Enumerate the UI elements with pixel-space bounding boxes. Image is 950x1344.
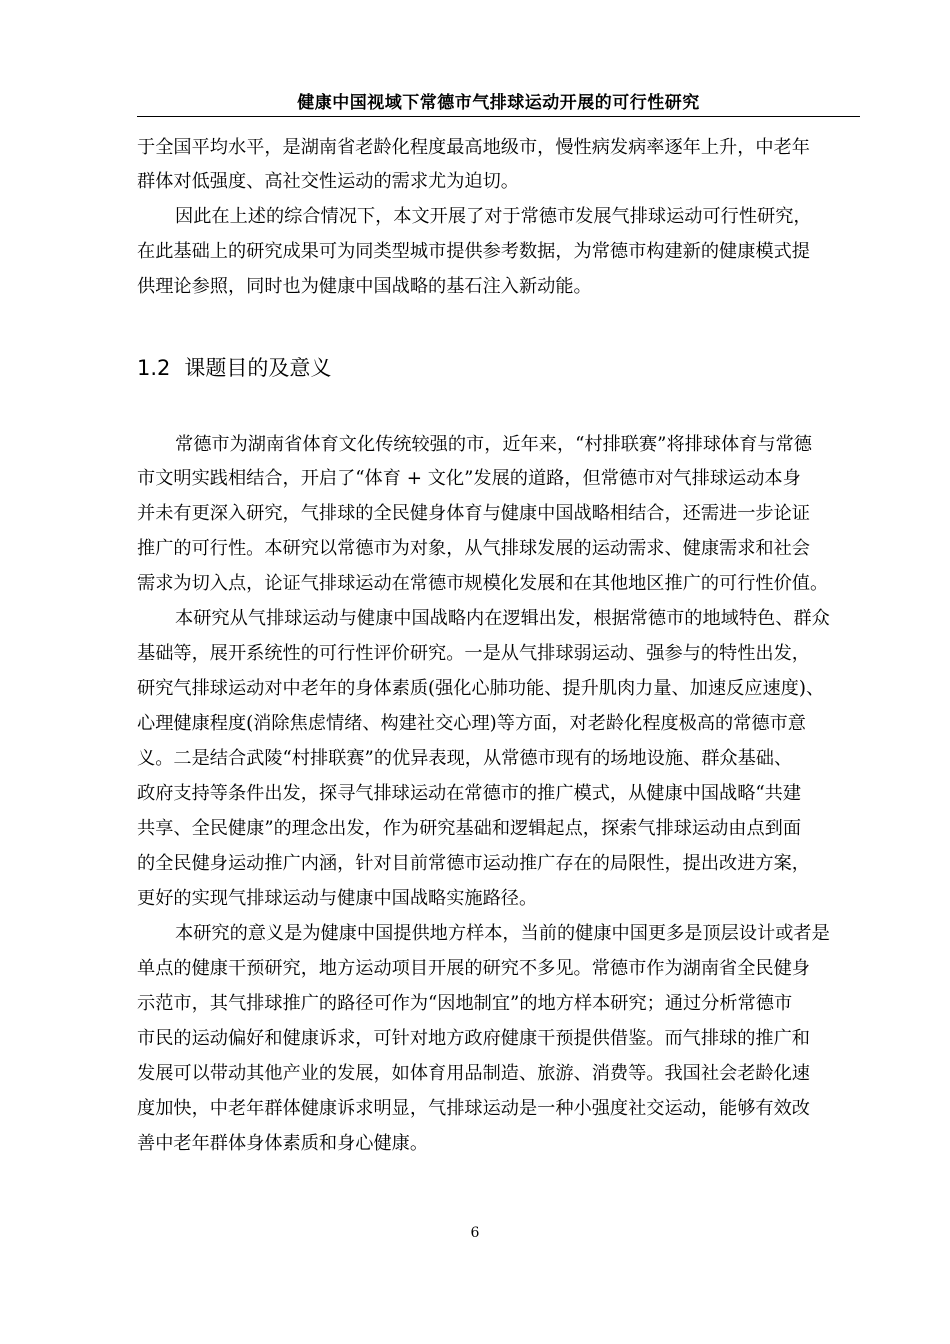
body-line: 群体对低强度、高社交性运动的需求尤为迫切。 bbox=[137, 171, 519, 192]
body-line: 共享、全民健康”的理念出发，作为研究基础和逻辑起点，探索气排球运动由点到面 bbox=[137, 818, 802, 839]
body-line: 并未有更深入研究，气排球的全民健身体育与健康中国战略相结合，还需进一步论证 bbox=[137, 503, 810, 524]
section-heading bbox=[137, 352, 331, 382]
body-line: 义。二是结合武陵“村排联赛”的优异表现，从常德市现有的场地设施、群众基础、 bbox=[137, 748, 793, 769]
section-number: 1.2 bbox=[137, 356, 171, 380]
body-line: 需求为切入点，论证气排球运动在常德市规模化发展和在其他地区推广的可行性价值。 bbox=[137, 573, 829, 594]
section-title: 课题目的及意义 bbox=[184, 356, 332, 380]
body-line: 推广的可行性。本研究以常德市为对象，从气排球发展的运动需求、健康需求和社会 bbox=[137, 538, 810, 559]
body-line: 政府支持等条件出发，探寻气排球运动在常德市的推广模式，从健康中国战略“共建 bbox=[137, 783, 802, 804]
body-line: 善中老年群体身体素质和身心健康。 bbox=[137, 1133, 429, 1154]
body-line: 于全国平均水平，是湖南省老龄化程度最高地级市，慢性病发病率逐年上升，中老年 bbox=[137, 137, 810, 158]
body-line: 在此基础上的研究成果可为同类型城市提供参考数据，为常德市构建新的健康模式提 bbox=[137, 241, 810, 262]
body-line: 发展可以带动其他产业的发展，如体育用品制造、旅游、消费等。我国社会老龄化速 bbox=[137, 1063, 810, 1084]
body-line: 单点的健康干预研究，地方运动项目开展的研究不多见。常德市作为湖南省全民健身 bbox=[137, 958, 810, 979]
body-line: 心理健康程度(消除焦虑情绪、构建社交心理)等方面，对老龄化程度极高的常德市意 bbox=[137, 713, 806, 734]
body-line: 因此在上述的综合情况下，本文开展了对于常德市发展气排球运动可行性研究， bbox=[175, 206, 812, 227]
body-line: 研究气排球运动对中老年的身体素质(强化心肺功能、提升肌肉力量、加速反应速度)、 bbox=[137, 678, 825, 699]
body-line: 度加快，中老年群体健康诉求明显，气排球运动是一种小强度社交运动，能够有效改 bbox=[137, 1098, 810, 1119]
page-number: 6 bbox=[470, 1225, 480, 1241]
body-line: 供理论参照，同时也为健康中国战略的基石注入新动能。 bbox=[137, 276, 592, 297]
body-line: 示范市，其气排球推广的路径可作为“因地制宜”的地方样本研究；通过分析常德市 bbox=[137, 993, 793, 1014]
body-line: 基础等，展开系统性的可行性评价研究。一是从气排球弱运动、强参与的特性出发， bbox=[137, 643, 810, 664]
body-line: 本研究的意义是为健康中国提供地方样本，当前的健康中国更多是顶层设计或者是 bbox=[175, 923, 830, 944]
header-title: 健康中国视域下常德市气排球运动开展的可行性研究 bbox=[297, 93, 700, 113]
body-line: 常德市为湖南省体育文化传统较强的市，近年来，“村排联赛”将排球体育与常德 bbox=[175, 434, 812, 455]
body-line: 市民的运动偏好和健康诉求，可针对地方政府健康干预提供借鉴。而气排球的推广和 bbox=[137, 1028, 810, 1049]
body-line: 更好的实现气排球运动与健康中国战略实施路径。 bbox=[137, 888, 538, 909]
running-header bbox=[137, 82, 860, 117]
body-line: 市文明实践相结合，开启了“体育 + 文化”发展的道路，但常德市对气排球运动本身 bbox=[137, 468, 801, 489]
body-line: 的全民健身运动推广内涵，针对目前常德市运动推广存在的局限性，提出改进方案， bbox=[137, 853, 810, 874]
body-line: 本研究从气排球运动与健康中国战略内在逻辑出发，根据常德市的地域特色、群众 bbox=[175, 608, 830, 629]
